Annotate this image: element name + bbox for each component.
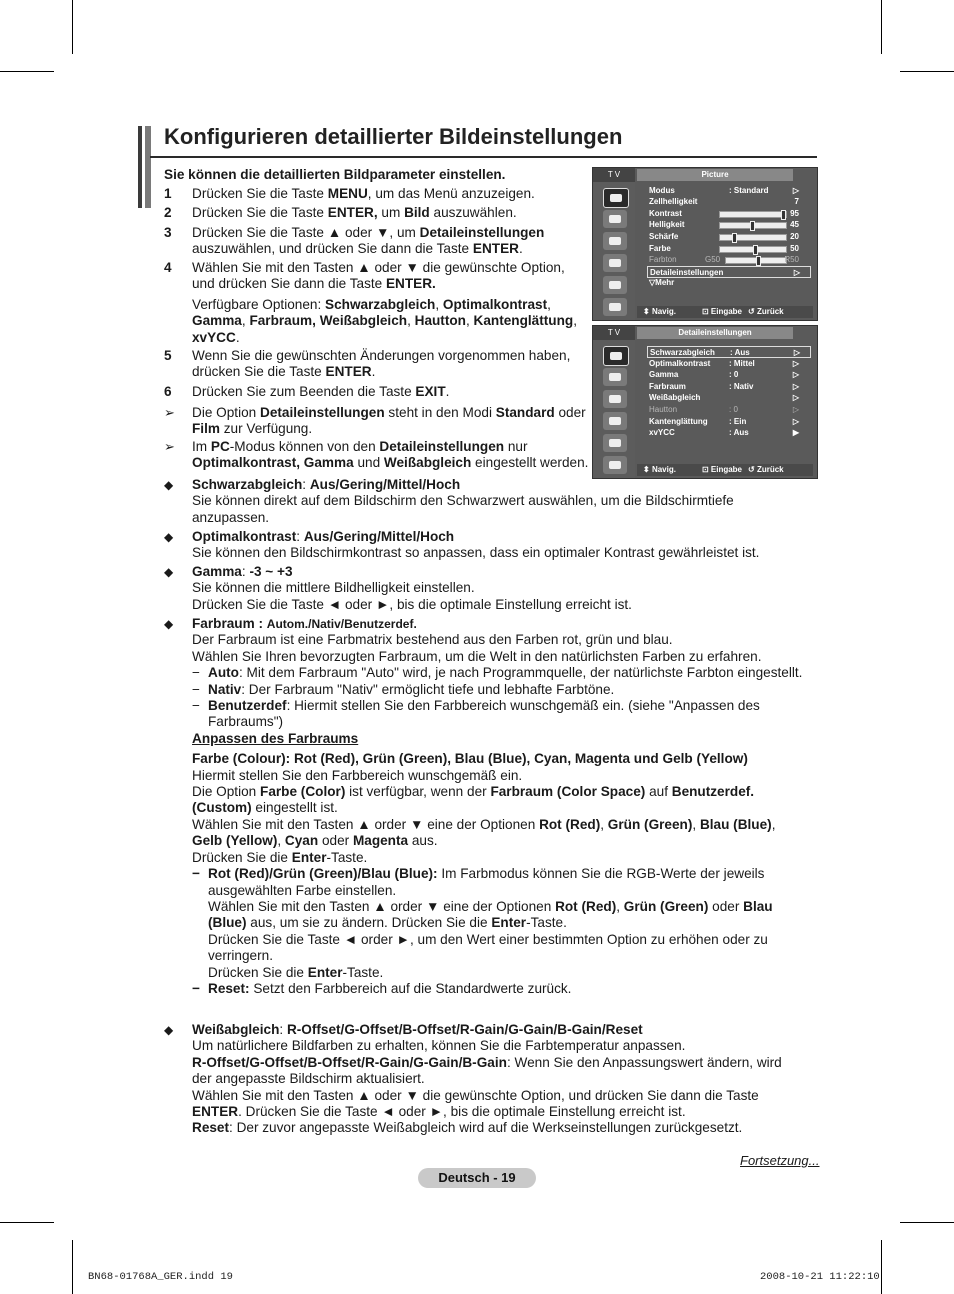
picture-icon	[603, 346, 629, 366]
diamond-bullet-icon: ◆	[164, 1023, 174, 1037]
channel-icon	[603, 232, 627, 250]
title-accent-bar	[145, 126, 151, 208]
input-icon	[603, 276, 627, 294]
sound-icon	[603, 210, 627, 228]
note-arrow-icon: ➢	[164, 439, 175, 454]
intro-text: Sie können die detaillierten Bildparameter einstellen.	[164, 167, 506, 182]
note-arrow-icon: ➢	[164, 405, 175, 420]
print-date-info: 2008-10-21 11:22:10	[760, 1271, 880, 1283]
picture-menu-screen: T V Picture Modus : Standard ▷ Zellhelligkeit 7 Kontrast 95 Helligkeit 45 Schärfe 20 Farbe 50 Farbton G50 R50 Detaileinstellungen ▷ ▽Mehr ⬍ Navig. ⊡ Eingabe ↺ Zurück	[592, 167, 818, 321]
title-accent-bar	[138, 126, 142, 208]
print-file-info: BN68-01768A_GER.indd 19	[88, 1271, 233, 1283]
detail-settings-menu-screen: T V Detaileinstellungen Schwarzabgleich : Aus ▷ Optimalkontrast : Mittel ▷ Gamma : 0 ▷ Farbraum : Nativ ▷ Weißabgleich ▷ Hautton : 0 ▷ Kantenglättung : Ein ▷ xvYCC : Aus ▶ ⬍ Navig. ⊡ Eingabe ↺ Zurück	[592, 325, 818, 479]
diamond-bullet-icon: ◆	[164, 565, 174, 579]
picture-icon	[603, 188, 629, 208]
page-number-badge: Deutsch - 19	[418, 1168, 536, 1188]
page-title: Konfigurieren detaillierter Bildeinstellungen	[164, 124, 623, 149]
application-icon	[603, 456, 627, 474]
input-icon	[603, 434, 627, 452]
diamond-bullet-icon: ◆	[164, 530, 174, 544]
continue-label: Fortsetzung...	[740, 1153, 820, 1168]
sound-icon	[603, 368, 627, 386]
setup-icon	[603, 412, 627, 430]
setup-icon	[603, 254, 627, 272]
diamond-bullet-icon: ◆	[164, 617, 174, 631]
title-underline	[150, 156, 817, 158]
channel-icon	[603, 390, 627, 408]
application-icon	[603, 298, 627, 316]
diamond-bullet-icon: ◆	[164, 478, 174, 492]
